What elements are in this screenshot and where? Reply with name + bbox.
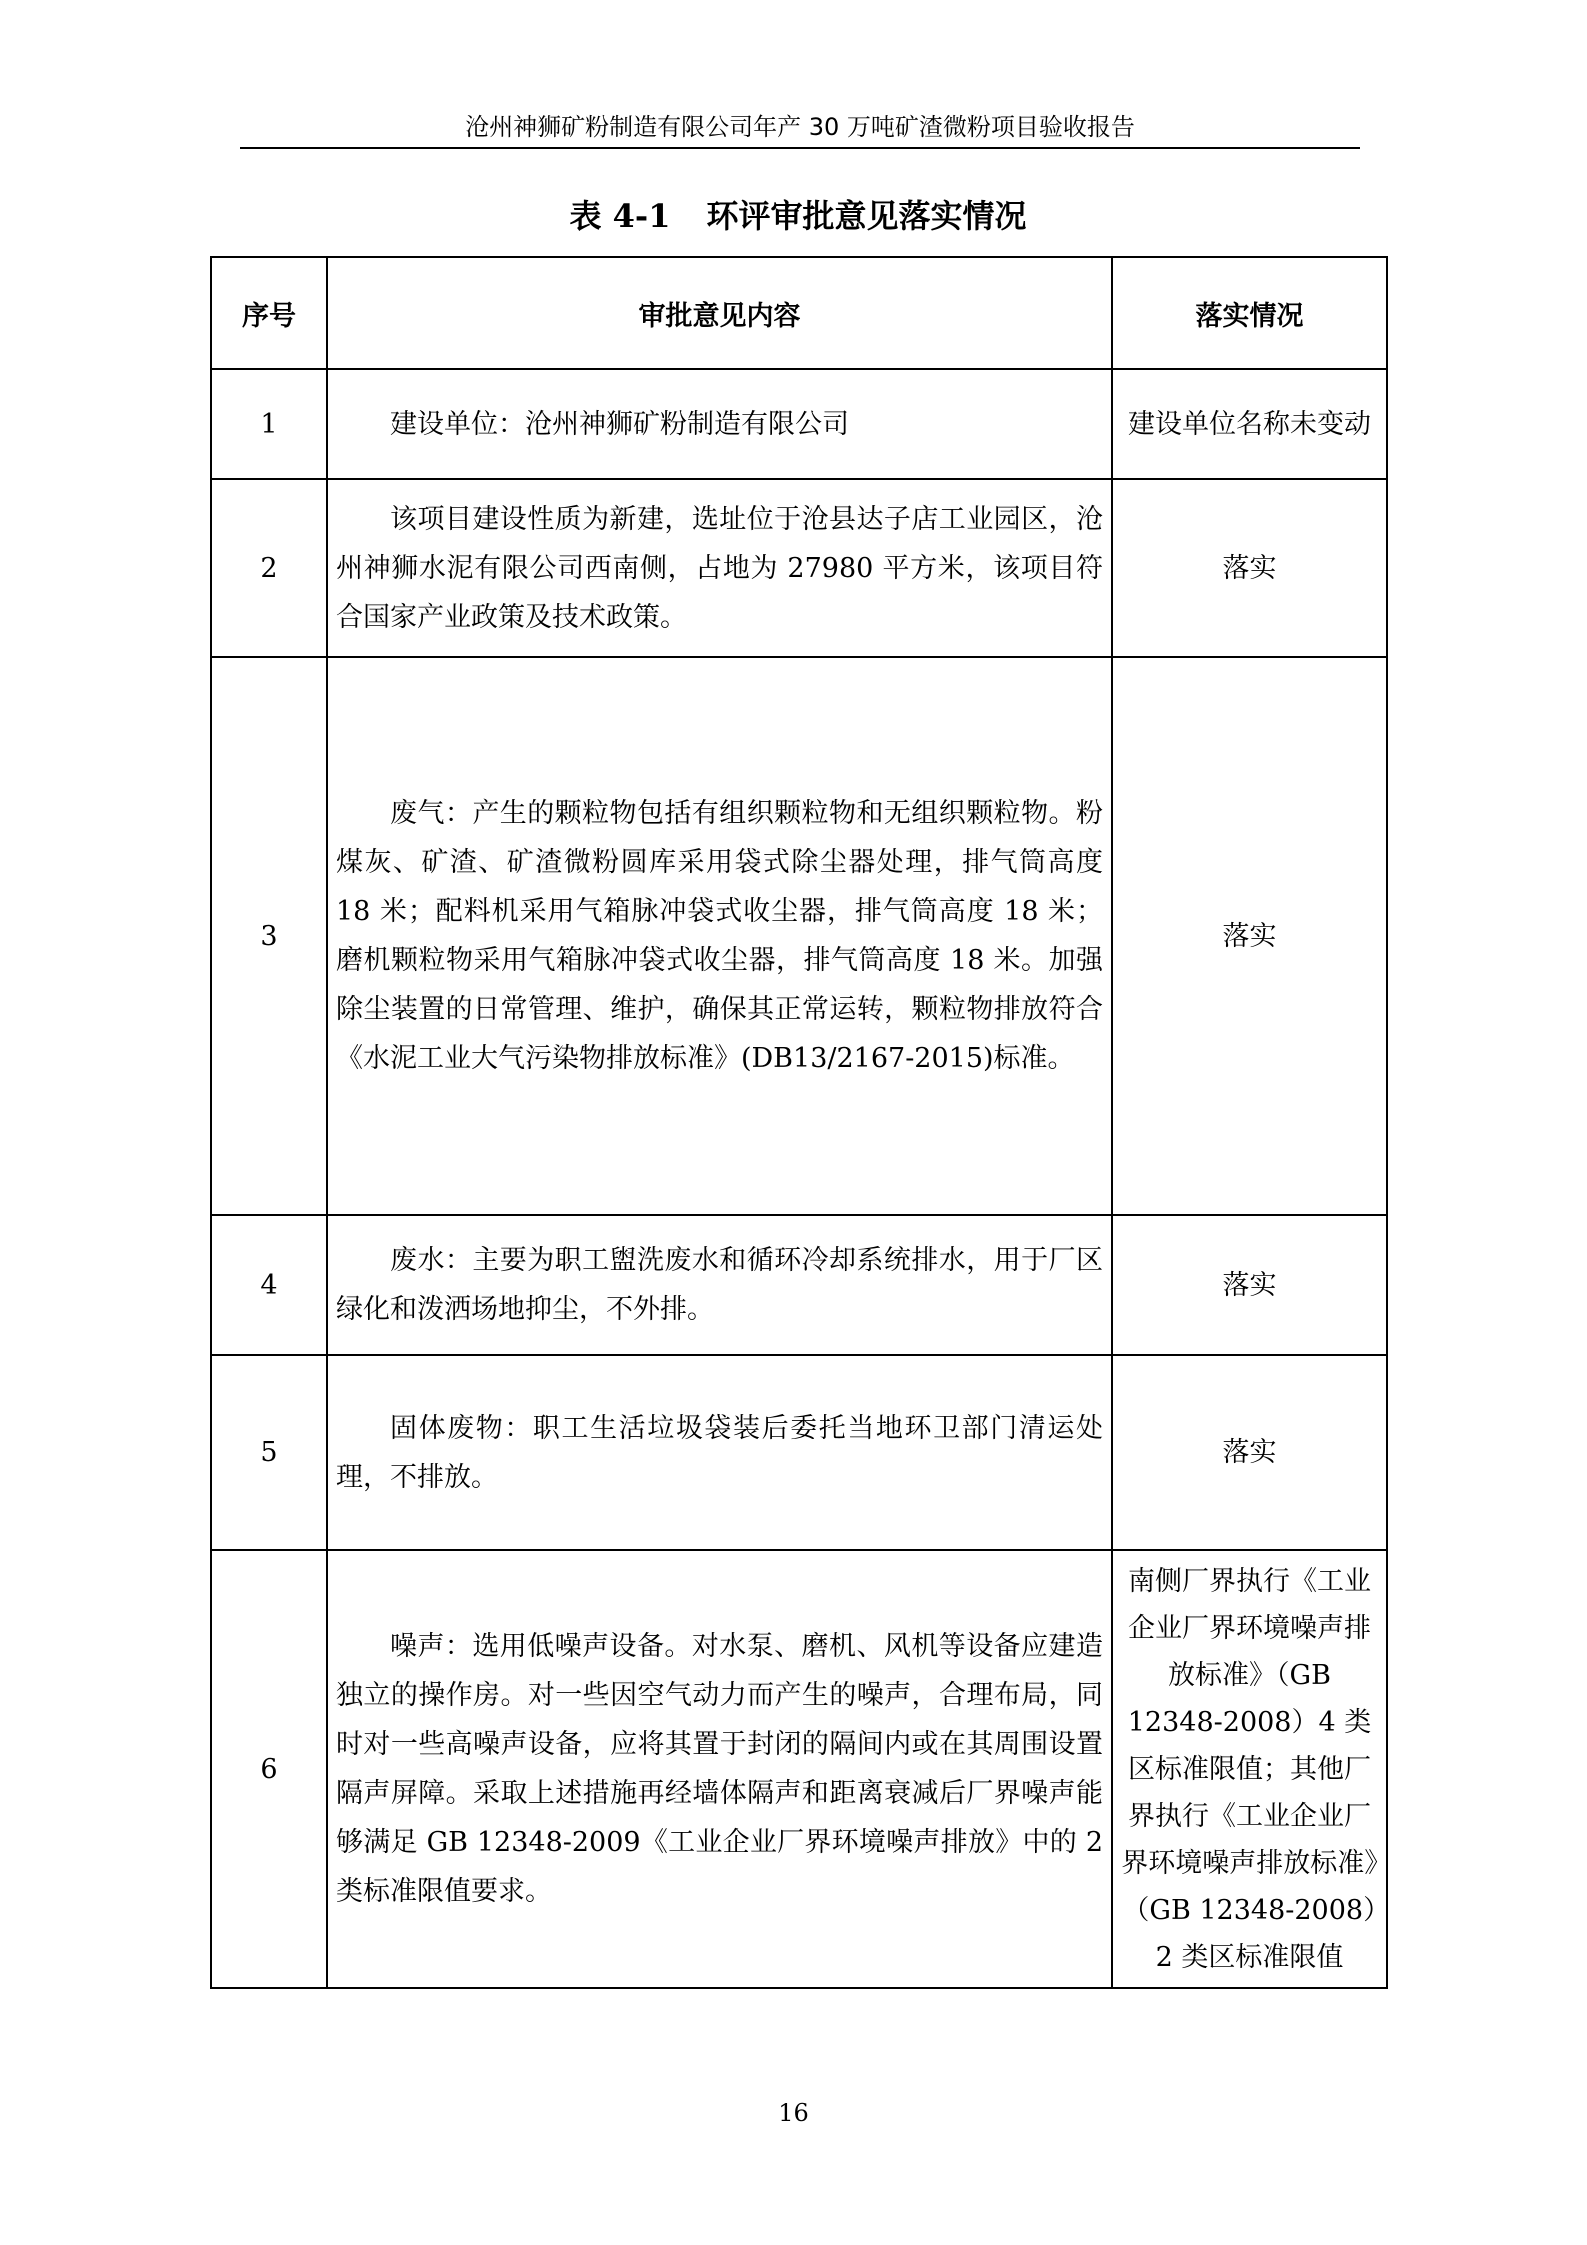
table-row [211,479,1387,657]
row-seq: 2 [211,479,327,657]
row-status: 落实 [1112,1215,1387,1355]
row-content-text: 该项目建设性质为新建，选址位于沧县达子店工业园区，沧州神狮水泥有限公司西南侧，占地为 27980 平方米，该项目符合国家产业政策及技术政策。 [336,503,1103,633]
table-row [211,1550,1387,1988]
row-status: 建设单位名称未变动 [1112,369,1387,479]
row-content-text: 固体废物：职工生活垃圾袋装后委托当地环卫部门清运处理，不排放。 [336,1412,1103,1493]
table-row [211,1215,1387,1355]
row-seq: 3 [211,657,327,1215]
row-content [327,1355,1112,1550]
row-status: 落实 [1112,657,1387,1215]
table-row [211,369,1387,479]
running-header: 沧州神狮矿粉制造有限公司年产 30 万吨矿渣微粉项目验收报告 [465,113,1135,141]
table-number: 表 4-1 [569,197,671,235]
row-content [327,657,1112,1215]
row-status: 南侧厂界执行《工业企业厂界环境噪声排放标准》（GB 12348-2008）4 类区标准限值；其他厂界执行《工业企业厂界环境噪声排放标准》（GB 12348-2008）2 类区标准限值 [1112,1550,1387,1988]
row-seq: 6 [211,1550,327,1988]
row-content-text: 噪声：选用低噪声设备。对水泵、磨机、风机等设备应建造独立的操作房。对一些因空气动力而产生的噪声，合理布局，同时对一些高噪声设备，应将其置于封闭的隔间内或在其周围设置隔声屏障。采取上述措施再经墙体隔声和距离衰减后厂界噪声能够满足 GB 12348-2009《工业企业厂界环境噪声排放》中的 2 类标准限值要求。 [336,1631,1103,1907]
row-seq: 1 [211,369,327,479]
row-content [327,479,1112,657]
table-row [211,657,1387,1215]
row-seq: 5 [211,1355,327,1550]
row-content-text: 建设单位：沧州神狮矿粉制造有限公司 [390,408,849,440]
row-content [327,1550,1112,1988]
row-content-text: 废水：主要为职工盥洗废水和循环冷却系统排水，用于厂区绿化和泼洒场地抑尘，不外排。 [336,1245,1103,1325]
column-header-status: 落实情况 [1112,257,1387,369]
row-status: 落实 [1112,479,1387,657]
row-content [327,1215,1112,1355]
table-caption [210,196,1386,236]
header-rule [240,147,1360,149]
table-title: 环评审批意见落实情况 [706,197,1027,235]
table-row [211,1355,1387,1550]
column-header-seq: 序号 [211,257,327,369]
row-seq: 4 [211,1215,327,1355]
table-header-row [211,257,1387,369]
row-content-text: 废气：产生的颗粒物包括有组织颗粒物和无组织颗粒物。粉煤灰、矿渣、矿渣微粉圆库采用袋式除尘器处理，排气筒高度 18 米；配料机采用气箱脉冲袋式收尘器，排气筒高度 18 米；磨机颗粒物采用气箱脉冲袋式收尘器，排气筒高度 18 米。加强除尘装置的日常管理、维护，确保其正常运转，颗粒物排放符合《水泥工业大气污染物排放标准》(DB13/2167-2015)标准。 [336,798,1103,1074]
page-number: 16 [778,2099,809,2127]
column-header-content: 审批意见内容 [327,257,1112,369]
approval-table [210,256,1388,1989]
row-status: 落实 [1112,1355,1387,1550]
row-content [327,369,1112,479]
